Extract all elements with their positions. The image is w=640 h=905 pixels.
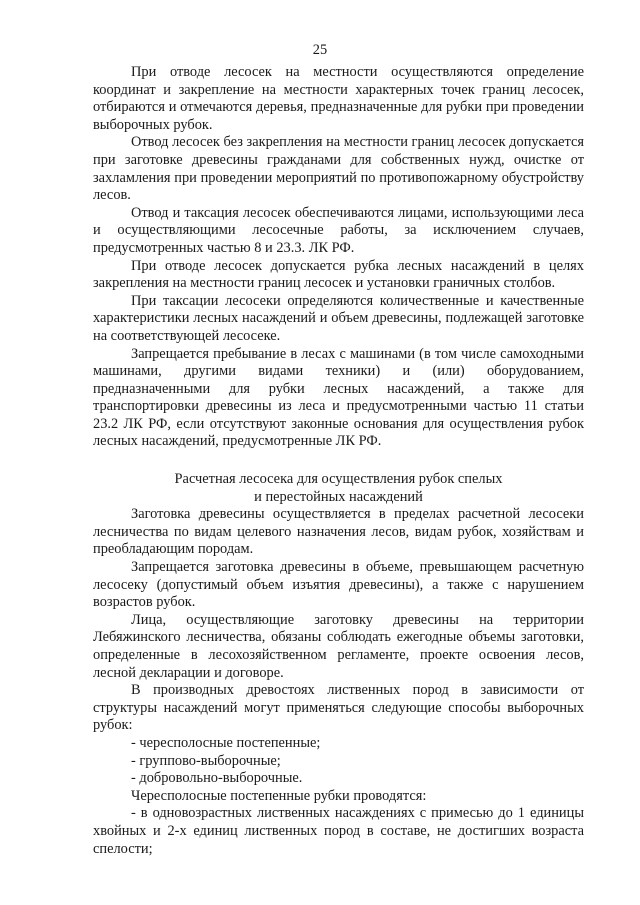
paragraph: При отводе лесосек допускается рубка лесных насаждений в целях закрепления на местности границ лесосек и установки граничных столбов. (93, 257, 584, 292)
document-body (93, 64, 584, 858)
page-number: 25 (312, 42, 328, 58)
section-heading-line-1: Расчетная лесосека для осуществления рубок спелых (174, 471, 503, 488)
paragraph: Лица, осуществляющие заготовку древесины на территории Лебяжинского лесничества, обязаны соблюдать ежегодные объемы заготовки, определенные в лесохозяйственном регламенте, проекте освоения лесов, лесной декларации и договоре. (93, 611, 584, 681)
paragraph: Отвод лесосек без закрепления на местности границ лесосек допускается при заготовке древесины гражданами для собственных нужд, очистке от захламления при проведении мероприятий по противопожарному обустройству лесов. (93, 134, 584, 204)
paragraph: Отвод и таксация лесосек обеспечиваются лицами, использующими леса и осуществляющими лесосечные работы, за исключением случаев, предусмотренных частью 8 и 23.3. ЛК РФ. (93, 204, 584, 256)
list-item: - группово-выборочные; (131, 752, 281, 769)
list-item: - чересполосные постепенные; (131, 734, 321, 751)
paragraph: При таксации лесосеки определяются количественные и качественные характеристики лесных насаждений и объем древесины, подлежащей заготовке на соответствующей лесосеке. (93, 292, 584, 344)
list-item: - в одновозрастных лиственных насаждениях с примесью до 1 единицы хвойных и 2-х единиц лиственных пород в составе, не достигших возраста спелости; (93, 805, 584, 857)
paragraph: Запрещается заготовка древесины в объеме, превышающем расчетную лесосеку (допустимый объем изъятия древесины), а также с нарушением возрастов рубок. (93, 559, 584, 611)
paragraph: Чересполосные постепенные рубки проводятся: (131, 787, 427, 804)
paragraph: При отводе лесосек на местности осуществляются определение координат и закрепление на местности характерных точек границ лесосек, отбираются и отмечаются деревья, предназначенные для рубки при проведении выборочных рубок. (93, 64, 584, 133)
paragraph: Запрещается пребывание в лесах с машинами (в том числе самоходными машинами, другими видами техники) и (или) оборудованием, предназначенными для рубки лесных насаждений, а также для транспортировки древесины из леса и предусмотренными частью 11 статьи 23.2 ЛК РФ, если отсутствуют законные основания для осуществления рубок лесных насаждений, предусмотренные ЛК РФ. (93, 345, 584, 450)
paragraph: Заготовка древесины осуществляется в пределах расчетной лесосеки лесничества по видам целевого назначения лесов, видам рубок, хозяйствам и преобладающим породам. (93, 506, 584, 558)
list-item: - добровольно-выборочные. (131, 770, 303, 787)
section-heading (93, 471, 584, 506)
paragraph: В производных древостоях лиственных пород в зависимости от структуры насаждений могут применяться следующие способы выборочных рубок: (93, 682, 584, 734)
section-heading-line-2: и перестойных насаждений (254, 488, 423, 505)
